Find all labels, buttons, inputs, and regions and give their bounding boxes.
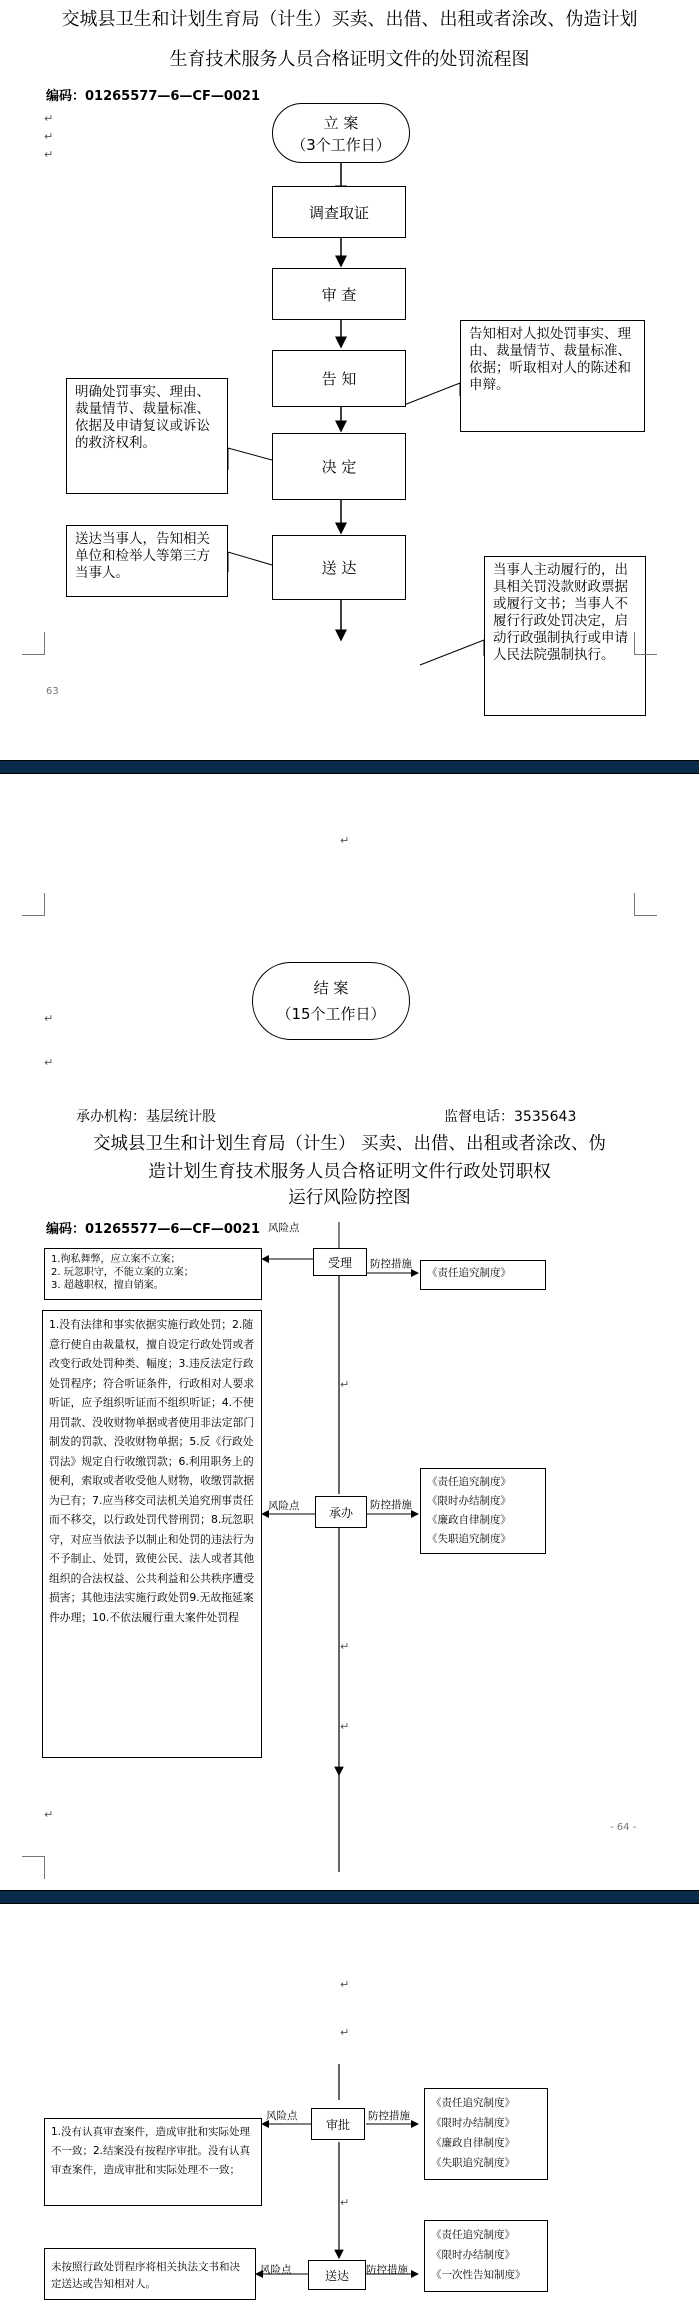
page-corner-mark [22,1856,45,1879]
page1-title-line2: 生育技术服务人员合格证明文件的处罚流程图 [169,49,530,70]
para-mark: ↵ [44,130,54,143]
control-item: 《责任追究制度》 [427,1267,511,1279]
para-mark: ↵ [44,1056,54,1069]
page-separator [0,760,699,774]
end-duration: （15个工作日） [276,1005,386,1023]
risk-point-label: 风险点 [266,2110,298,2122]
control-measures-label: 防控措施 [368,2110,410,2122]
control-item: 《一次性告知制度》 [431,2269,526,2281]
page1-code: 编码：01265577—6—CF—0021 [46,89,261,104]
page2-title-line3: 运行风险防控图 [288,1188,411,1208]
page-corner-mark [22,893,45,916]
step-deliver: 送 达 [272,535,406,600]
review-controls [424,2088,548,2180]
start-duration: （3个工作日） [291,136,391,154]
para-mark: ↵ [340,834,350,847]
note-execute: 当事人主动履行的，出具相关罚没款财政票据或履行文书；当事人不履行行政处罚决定，启动行政强制执行或申请人民法院强制执行。 [484,556,646,716]
para-mark: ↵ [44,1808,54,1821]
accept-risks [44,1248,262,1300]
start-label: 立 案 [323,114,359,132]
page1-title-line1: 交城县卫生和计划生育局（计生）买卖、出借、出租或者涂改、伪造计划 [61,9,638,30]
page2-title-line1: 交城县卫生和计划生育局（计生） 买卖、出借、出租或者涂改、伪 [92,1134,607,1154]
org-label: 承办机构：基层统计股 [76,1109,216,1125]
end-label: 结 案 [313,979,349,997]
page-corner-mark [22,632,45,655]
accept-box: 受理 [313,1248,367,1276]
page1-number: 63 [46,686,59,697]
page2-number: - 64 - [610,1822,637,1833]
review-risks: 1.没有认真审查案件，造成审批和实际处理不一致；2.结案没有按程序审批。没有认真审查案件，造成审批和实际处理不一致； [44,2118,262,2206]
page-corner-mark [634,893,657,916]
review-box: 审批 [311,2108,365,2140]
control-measures-label: 防控措施 [370,1258,412,1270]
page2-title-line2: 造计划生育技术服务人员合格证明文件行政处罚职权 [148,1162,551,1182]
page2-code: 编码：01265577—6—CF—0021 [46,1222,261,1237]
control-item: 《失职追究制度》 [427,1533,511,1545]
handle-box: 承办 [315,1496,367,1528]
para-mark: ↵ [44,148,54,161]
accept-risk-item: 1.徇私舞弊，应立案不立案； [51,1254,181,1265]
para-mark: ↵ [340,1720,350,1733]
control-item: 《廉政自律制度》 [427,1514,511,1526]
step-review: 审 查 [272,268,406,320]
handle-risks: 1.没有法律和事实依据实施行政处罚；2.随意行使自由裁量权，擅自设定行政处罚或者改变行政处罚种类、幅度；3.违反法定行政处罚程序；符合听证条件，行政相对人要求听证，应予组织听证而不组织听证；4.不使用罚款、没收财物单据或者使用非法定部门制发的罚款、没收财物单据；5.反《行政处罚法》规定自行收缴罚款；6.利用职务上的便利，索取或者收受他人财物，收缴罚款据为已有；7.应当移交司法机关追究刑事责任而不移交，以行政处罚代替刑罚；8.玩忽职守，对应当依法予以制止和处罚的违法行为不予制止、处罚，致使公民、法人或者其他组织的合法权益、公共利益和公共秩序遭受损害；其他违法实施行政处罚9.无故拖延案件办理；10.不依法履行重大案件处罚程 [42,1310,262,1758]
accept-risk-item: 3. 超越职权，擅自销案。 [51,1280,164,1291]
para-mark: ↵ [340,1978,350,1991]
para-mark: ↵ [340,1640,350,1653]
para-mark: ↵ [44,112,54,125]
step-investigate: 调查取证 [272,186,406,238]
step-notify: 告 知 [272,350,406,407]
risk-point-label: 风险点 [260,2264,292,2276]
accept-risk-item: 2. 玩忽职守，不能立案的立案； [51,1267,194,1278]
risk-point-label: 风险点 [268,1222,300,1234]
step-decide: 决 定 [272,433,406,500]
handle-controls [420,1468,546,1554]
control-measures-label: 防控措施 [370,1499,412,1511]
end-oval [252,962,410,1040]
phone-label: 监督电话：3535643 [444,1109,577,1125]
control-item: 《责任追究制度》 [427,1476,511,1488]
start-oval [272,103,410,163]
accept-controls [420,1260,546,1290]
note-deliver: 送达当事人，告知相关单位和检举人等第三方当事人。 [66,525,228,597]
para-mark: ↵ [340,2196,350,2209]
control-item: 《廉政自律制度》 [431,2137,515,2149]
control-item: 《责任追究制度》 [431,2229,515,2241]
control-item: 《责任追究制度》 [431,2097,515,2109]
control-item: 《限时办结制度》 [431,2117,515,2129]
control-item: 《失职追究制度》 [431,2157,515,2169]
note-notify: 告知相对人拟处罚事实、理由、裁量情节、裁量标准、依据；听取相对人的陈述和申辩。 [460,320,645,432]
control-measures-label: 防控措施 [366,2264,408,2276]
deliver-risks: 未按照行政处罚程序将相关执法文书和决定送达或告知相对人。 [44,2248,256,2300]
note-decide: 明确处罚事实、理由、裁量情节、裁量标准、依据及申请复议或诉讼的救济权利。 [66,378,228,494]
para-mark: ↵ [44,1012,54,1025]
para-mark: ↵ [340,1378,350,1391]
page-corner-mark [634,632,657,655]
page-separator [0,1890,699,1904]
risk-point-label: 风险点 [268,1500,300,1512]
control-item: 《限时办结制度》 [427,1495,511,1507]
deliver-box: 送达 [308,2260,366,2290]
deliver-controls [424,2220,548,2292]
control-item: 《限时办结制度》 [431,2249,515,2261]
para-mark: ↵ [340,2026,350,2039]
